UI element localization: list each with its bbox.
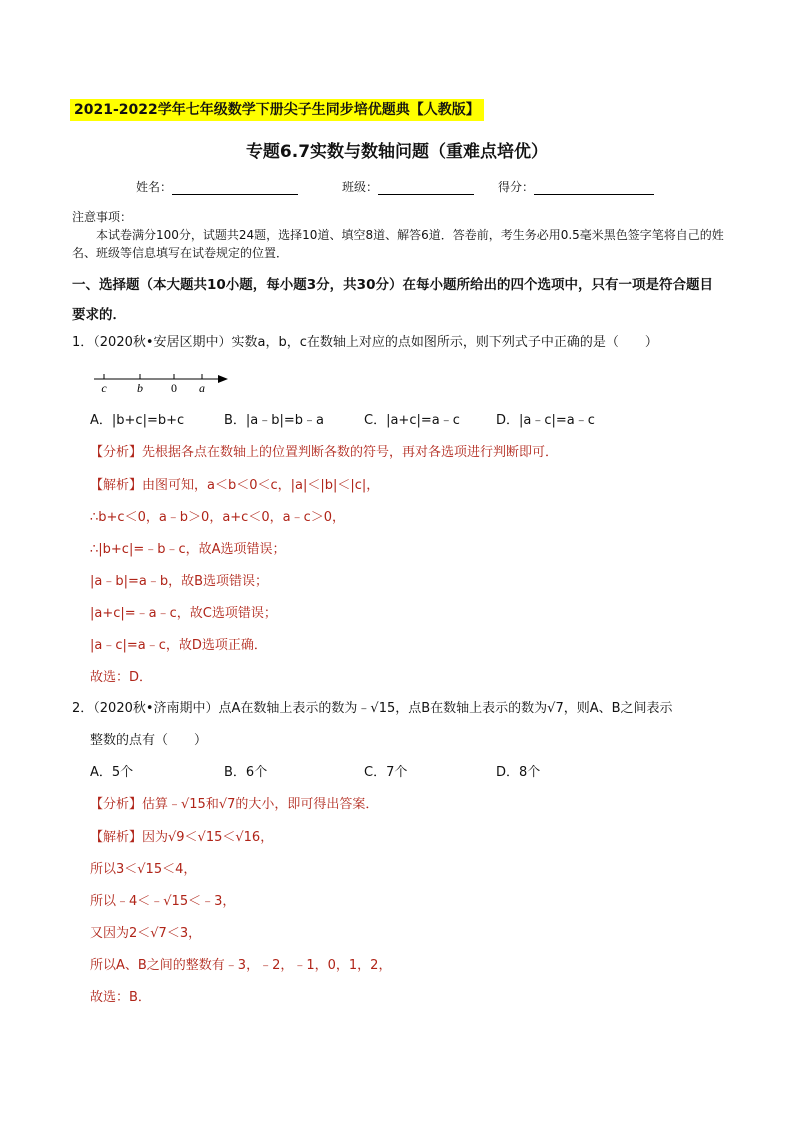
q1-solution-line: |a﹣c|=a﹣c，故D选项正确． — [90, 638, 267, 653]
q1-solution-line: |a﹣b|=a﹣b，故B选项错误； — [90, 574, 269, 589]
class-field[interactable] — [342, 178, 474, 195]
number-line-arrow — [218, 375, 228, 383]
q1-solution-line: |a+c|=﹣a﹣c，故C选项错误； — [90, 606, 277, 621]
class-blank[interactable] — [378, 181, 474, 195]
q1-option-d[interactable]: D．|a﹣c|=a﹣c — [496, 413, 595, 428]
q1-analysis: 【分析】先根据各点在数轴上的位置判断各数的符号，再对各选项进行判断即可． — [90, 445, 559, 460]
q2-solution-line: 【解析】因为√9＜√15＜√16， — [90, 830, 274, 845]
name-field[interactable] — [136, 178, 298, 195]
question-1-options — [90, 409, 730, 429]
q2-analysis: 【分析】估算﹣√15和√7的大小，即可得出答案． — [90, 797, 379, 812]
q1-option-a[interactable]: A．|b+c|=b+c — [90, 413, 185, 428]
number-line-figure — [92, 368, 242, 394]
q2-option-b[interactable]: B．6个 — [224, 765, 268, 780]
q1-solution-line: 【解析】由图可知，a＜b＜0＜c，|a|＜|b|＜|c|， — [90, 478, 380, 493]
label-b: b — [137, 381, 143, 394]
label-c: c — [101, 381, 107, 394]
class-label: 班级： — [342, 180, 379, 194]
q2-solution-line: 所以3＜√15＜4， — [90, 862, 197, 877]
q1-option-b[interactable]: B．|a﹣b|=b﹣a — [224, 413, 325, 428]
name-label: 姓名： — [136, 180, 173, 194]
notice-title: 注意事项： — [72, 210, 133, 224]
question-1-stem: 1．（2020秋•安居区期中）实数a，b，c在数轴上对应的点如图所示，则下列式子中正确的是（ ） — [72, 335, 658, 350]
page-title: 专题6.7实数与数轴问题（重难点培优） — [245, 142, 549, 162]
q2-option-c[interactable]: C．7个 — [364, 765, 408, 780]
q1-solution-line: ∴b+c＜0，a﹣b＞0，a+c＜0，a﹣c＞0， — [90, 510, 345, 525]
q2-option-a[interactable]: A．5个 — [90, 765, 134, 780]
q1-solution-line: 故选：D． — [90, 670, 153, 685]
label-a: a — [199, 381, 205, 394]
label-0: 0 — [171, 381, 177, 394]
q2-option-d[interactable]: D．8个 — [496, 765, 541, 780]
q2-solution-line: 所以﹣4＜﹣√15＜﹣3， — [90, 894, 236, 909]
question-2-stem-cont: 整数的点有（ ） — [90, 733, 208, 748]
q1-solution-line: ∴|b+c|=﹣b﹣c，故A选项错误； — [90, 542, 286, 557]
q1-option-c[interactable]: C．|a+c|=a﹣c — [364, 413, 460, 428]
score-label: 得分： — [498, 180, 535, 194]
header-banner: 2021-2022学年七年级数学下册尖子生同步培优题典【人教版】 — [70, 99, 484, 121]
question-2-options — [90, 761, 730, 781]
q2-solution-line: 又因为2＜√7＜3， — [90, 926, 202, 941]
score-blank[interactable] — [534, 181, 654, 195]
score-field[interactable] — [498, 178, 654, 195]
name-blank[interactable] — [172, 181, 298, 195]
question-2-stem: 2．（2020秋•济南期中）点A在数轴上表示的数为﹣√15，点B在数轴上表示的数为√7，则A、B之间表示 — [72, 701, 673, 716]
notice-body: 本试卷满分100分，试题共24题，选择10道、填空8道、解答6道．答卷前，考生务必用0.5毫米黑色签字笔将自己的姓名、班级等信息填写在试卷规定的位置． — [72, 228, 724, 260]
section-heading: 一、选择题（本大题共10小题，每小题3分，共30分）在每小题所给出的四个选项中，只有一项是符合题目要求的． — [72, 277, 713, 323]
q2-solution-line: 故选：B． — [90, 990, 151, 1005]
q2-solution-line: 所以A、B之间的整数有﹣3，﹣2，﹣1，0，1，2， — [90, 958, 392, 973]
